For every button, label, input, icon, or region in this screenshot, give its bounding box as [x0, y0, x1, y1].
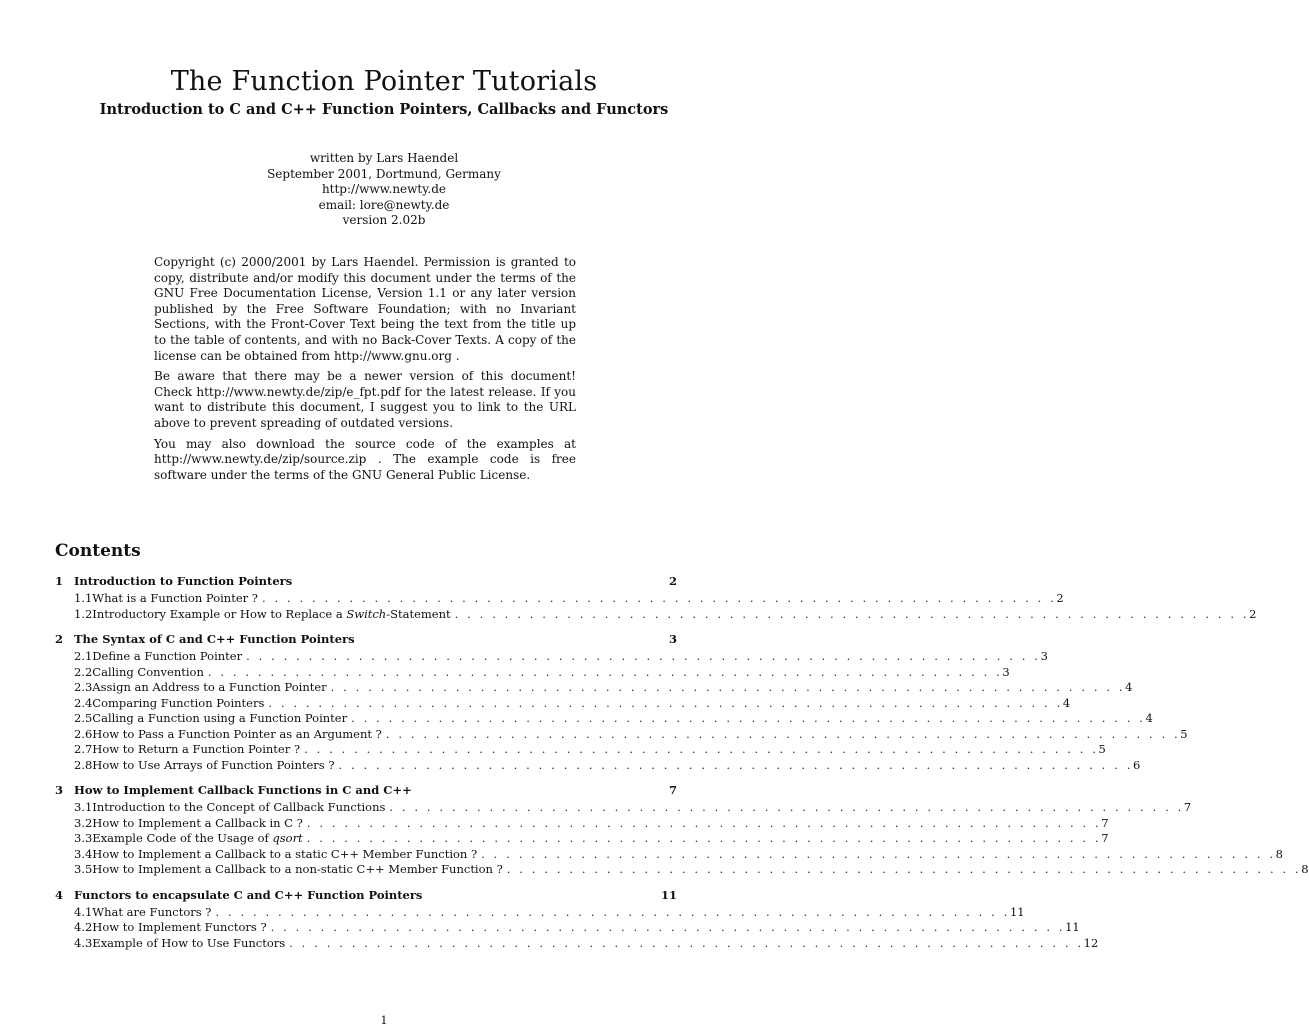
toc-subsection-entry[interactable]	[55, 935, 1099, 952]
email-line: email: lore@newty.de	[318, 197, 450, 212]
toc-subsection-entry[interactable]	[55, 591, 1064, 607]
toc-subsection-title: What is a Function Pointer ?	[92, 591, 258, 605]
toc-subsection-title: How to Pass a Function Pointer as an Argument ?	[92, 726, 382, 741]
author-block	[0, 151, 768, 229]
toc-subsection-number: 2.3	[74, 680, 93, 694]
toc-section-page: 11	[660, 887, 677, 902]
toc-subsection-page: 7	[1101, 815, 1109, 830]
toc-subsection-number: 1.1	[74, 591, 93, 605]
author-line: written by Lars Haendel	[309, 151, 459, 165]
page-number: 1	[380, 1014, 388, 1027]
document-subtitle: Introduction to C and C++ Function Pointers, Callbacks and Functors	[99, 101, 669, 118]
toc-dot-leader: . . . . . . . . . . . . . . . . . . . . . . . . . . . . . . . . . . . . . . . . . . . . . . . . . . . . . . . . . . . . . . . .	[304, 742, 1099, 756]
contents-heading: Contents	[55, 541, 141, 561]
toc-dot-leader: . . . . . . . . . . . . . . . . . . . . . . . . . . . . . . . . . . . . . . . . . . . . . . . . . . . . . . . . . . . . . . . .	[351, 711, 1146, 725]
toc-subsection-page: 4	[1145, 711, 1153, 725]
toc-subsection-title: How to Use Arrays of Function Pointers ?	[92, 757, 335, 772]
newer-version-paragraph: Be aware that there may be a newer version of this document! Check http://www.newty.de/zip/e_fpt.pdf for the latest release. If you want to distribute this document, I suggest you to link to the URL above to prevent spreading of outdated versions.	[154, 369, 576, 430]
toc-dot-leader: . . . . . . . . . . . . . . . . . . . . . . . . . . . . . . . . . . . . . . . . . . . . . . . . . . . . . . . . . . . . . . . .	[246, 649, 1041, 663]
toc-section	[55, 574, 1257, 622]
toc-subsection-title: Introductory Example or How to Replace a Switch-Statement	[92, 606, 451, 621]
table-of-contents	[55, 574, 1309, 961]
toc-subsection-page: 2	[1249, 606, 1257, 621]
toc-section-page: 2	[668, 574, 677, 588]
toc-subsection-title: Calling Convention	[92, 664, 204, 679]
toc-subsection-number: 4.1	[74, 904, 93, 919]
toc-section	[55, 887, 1099, 952]
toc-section-number: 3	[55, 783, 64, 797]
toc-subsection-number: 2.1	[74, 649, 93, 663]
toc-subsection-entry[interactable]	[55, 846, 1283, 863]
toc-dot-leader: . . . . . . . . . . . . . . . . . . . . . . . . . . . . . . . . . . . . . . . . . . . . . . . . . . . . . . . . . . . . . . . .	[270, 920, 1066, 934]
toc-subsection-title: Define a Function Pointer	[92, 649, 243, 663]
toc-subsection-page: 7	[1101, 831, 1109, 845]
toc-dot-leader: . . . . . . . . . . . . . . . . . . . . . . . . . . . . . . . . . . . . . . . . . . . . . . . . . . . . . . . . . . . . . . . .	[389, 800, 1184, 814]
toc-dot-leader: . . . . . . . . . . . . . . . . . . . . . . . . . . . . . . . . . . . . . . . . . . . . . . . . . . . . . . . . . . . . . . . .	[338, 757, 1133, 772]
toc-dot-leader: . . . . . . . . . . . . . . . . . . . . . . . . . . . . . . . . . . . . . . . . . . . . . . . . . . . . . . . . . . . . . . . .	[261, 591, 1057, 605]
toc-dot-leader: . . . . . . . . . . . . . . . . . . . . . . . . . . . . . . . . . . . . . . . . . . . . . . . . . . . . . . . . . . . . . . . .	[207, 664, 1003, 679]
toc-section-title: Introduction to Function Pointers	[74, 574, 293, 588]
toc-subsection-entry[interactable]	[55, 800, 1192, 816]
toc-subsection-title: How to Implement Functors ?	[92, 920, 267, 934]
toc-subsection-number: 2.8	[74, 757, 93, 772]
toc-subsection-page: 3	[1002, 664, 1010, 679]
toc-subsection-entry[interactable]	[55, 664, 1010, 681]
toc-subsection-page: 5	[1098, 742, 1106, 756]
website-line: http://www.newty.de	[321, 182, 447, 196]
toc-subsection-title: Example Code of the Usage of qsort	[92, 831, 303, 845]
toc-section-page: 7	[668, 783, 677, 797]
toc-subsection-page: 5	[1180, 726, 1188, 741]
toc-section-number: 4	[55, 887, 64, 902]
toc-section-entry[interactable]	[55, 632, 677, 649]
toc-subsection-entry[interactable]	[55, 831, 1109, 847]
toc-subsection-number: 2.5	[74, 711, 93, 725]
toc-section	[55, 632, 1188, 773]
toc-subsection-number: 3.4	[74, 846, 93, 861]
toc-subsection-title: How to Return a Function Pointer ?	[92, 742, 301, 756]
toc-subsection-entry[interactable]	[55, 742, 1106, 758]
toc-section-entry[interactable]	[55, 888, 677, 905]
source-code-paragraph: You may also download the source code of the examples at http://www.newty.de/zip/source.zip . The example code is free software under the terms of the GNU General Public License.	[154, 436, 576, 482]
toc-subsection-title: Assign an Address to a Function Pointer	[92, 680, 327, 694]
toc-subsection-number: 2.7	[74, 742, 93, 756]
toc-subsection-page: 3	[1040, 649, 1048, 663]
toc-dot-leader: . . . . . . . . . . . . . . . . . . . . . . . . . . . . . . . . . . . . . . . . . . . . . . . . . . . . . . . . . . . . . . . .	[306, 831, 1102, 845]
toc-section-number: 2	[55, 632, 64, 646]
toc-subsection-title: Introduction to the Concept of Callback Functions	[92, 800, 386, 814]
toc-section-page: 3	[668, 632, 677, 646]
toc-dot-leader: . . . . . . . . . . . . . . . . . . . . . . . . . . . . . . . . . . . . . . . . . . . . . . . . . . . . . . . . . . . . . . . .	[330, 680, 1126, 694]
toc-subsection-page: 2	[1056, 591, 1064, 605]
toc-subsection-number: 2.4	[74, 695, 93, 710]
toc-subsection-entry[interactable]	[55, 920, 1080, 936]
toc-subsection-title: Calling a Function using a Function Pointer	[92, 711, 348, 725]
toc-subsection-title: How to Implement a Callback in C ?	[92, 815, 303, 830]
toc-dot-leader: . . . . . . . . . . . . . . . . . . . . . . . . . . . . . . . . . . . . . . . . . . . . . . . . . . . . . . . . . . . . . . . .	[306, 815, 1102, 830]
toc-dot-leader: . . . . . . . . . . . . . . . . . . . . . . . . . . . . . . . . . . . . . . . . . . . . . . . . . . . . . . . . . . . . . . . .	[215, 904, 1010, 919]
toc-subsection-number: 2.6	[74, 726, 93, 741]
toc-subsection-page: 7	[1183, 800, 1192, 814]
toc-dot-leader: . . . . . . . . . . . . . . . . . . . . . . . . . . . . . . . . . . . . . . . . . . . . . . . . . . . . . . . . . . . . . . . .	[506, 862, 1302, 876]
toc-section-title: Functors to encapsulate C and C++ Function Pointers	[74, 887, 423, 902]
toc-section-number: 1	[55, 574, 64, 588]
toc-subsection-number: 3.1	[74, 800, 93, 814]
toc-subsection-entry[interactable]	[55, 904, 1025, 921]
toc-dot-leader: . . . . . . . . . . . . . . . . . . . . . . . . . . . . . . . . . . . . . . . . . . . . . . . . . . . . . . . . . . . . . . . .	[454, 606, 1250, 621]
toc-subsection-title: What are Functors ?	[92, 904, 212, 919]
toc-section-entry[interactable]	[55, 783, 677, 800]
toc-subsection-title: How to Implement a Callback to a non-static C++ Member Function ?	[92, 862, 503, 876]
toc-section	[55, 783, 1309, 878]
toc-subsection-title: How to Implement a Callback to a static C++ Member Function ?	[92, 846, 478, 861]
toc-subsection-page: 4	[1062, 695, 1071, 710]
toc-section-title: How to Implement Callback Functions in C and C++	[74, 783, 412, 797]
toc-subsection-title: Example of How to Use Functors	[92, 935, 286, 950]
toc-subsection-entry[interactable]	[55, 695, 1071, 712]
toc-subsection-number: 3.3	[74, 831, 93, 845]
toc-subsection-entry[interactable]	[55, 726, 1188, 743]
toc-subsection-number: 4.2	[74, 920, 93, 934]
toc-subsection-entry[interactable]	[55, 757, 1141, 774]
toc-subsection-number: 3.5	[74, 862, 93, 876]
version-line: version 2.02b	[342, 213, 426, 227]
toc-subsection-number: 1.2	[74, 606, 93, 621]
toc-subsection-page: 11	[1065, 920, 1080, 934]
copyright-notice	[154, 255, 576, 488]
toc-subsection-entry[interactable]	[55, 649, 1048, 665]
toc-section-title: The Syntax of C and C++ Function Pointers	[74, 632, 355, 646]
toc-dot-leader: . . . . . . . . . . . . . . . . . . . . . . . . . . . . . . . . . . . . . . . . . . . . . . . . . . . . . . . . . . . . . . . .	[289, 935, 1084, 950]
copyright-paragraph: Copyright (c) 2000/2001 by Lars Haendel. Permission is granted to copy, distribute and/or modify this document under the terms of the GNU Free Documentation License, Version 1.1 or any later version published by the Free Software Foundation; with no Invariant Sections, with the Front-Cover Text being the text from the title up to the table of contents, and with no Back-Cover Texts. A copy of the license can be obtained from http://www.gnu.org .	[154, 255, 576, 363]
toc-subsection-entry[interactable]	[55, 711, 1153, 727]
toc-subsection-entry[interactable]	[55, 815, 1109, 832]
toc-dot-leader: . . . . . . . . . . . . . . . . . . . . . . . . . . . . . . . . . . . . . . . . . . . . . . . . . . . . . . . . . . . . . . . .	[481, 846, 1276, 861]
toc-subsection-page: 12	[1083, 935, 1099, 950]
toc-subsection-number: 2.2	[74, 664, 93, 679]
date-line: September 2001, Dortmund, Germany	[267, 166, 501, 181]
toc-subsection-page: 11	[1009, 904, 1025, 919]
toc-subsection-title: Comparing Function Pointers	[92, 695, 265, 710]
toc-subsection-entry[interactable]	[55, 862, 1309, 878]
toc-subsection-page: 8	[1301, 862, 1309, 876]
document-title: The Function Pointer Tutorials	[170, 66, 598, 97]
toc-subsection-page: 4	[1125, 680, 1133, 694]
toc-subsection-page: 6	[1132, 757, 1141, 772]
toc-subsection-entry[interactable]	[55, 680, 1133, 696]
toc-subsection-entry[interactable]	[55, 606, 1257, 623]
toc-section-entry[interactable]	[55, 574, 677, 591]
toc-subsection-number: 3.2	[74, 815, 93, 830]
toc-subsection-page: 8	[1275, 846, 1283, 861]
toc-subsection-number: 4.3	[74, 935, 93, 950]
toc-dot-leader: . . . . . . . . . . . . . . . . . . . . . . . . . . . . . . . . . . . . . . . . . . . . . . . . . . . . . . . . . . . . . . . .	[385, 726, 1181, 741]
toc-dot-leader: . . . . . . . . . . . . . . . . . . . . . . . . . . . . . . . . . . . . . . . . . . . . . . . . . . . . . . . . . . . . . . . .	[268, 695, 1063, 710]
